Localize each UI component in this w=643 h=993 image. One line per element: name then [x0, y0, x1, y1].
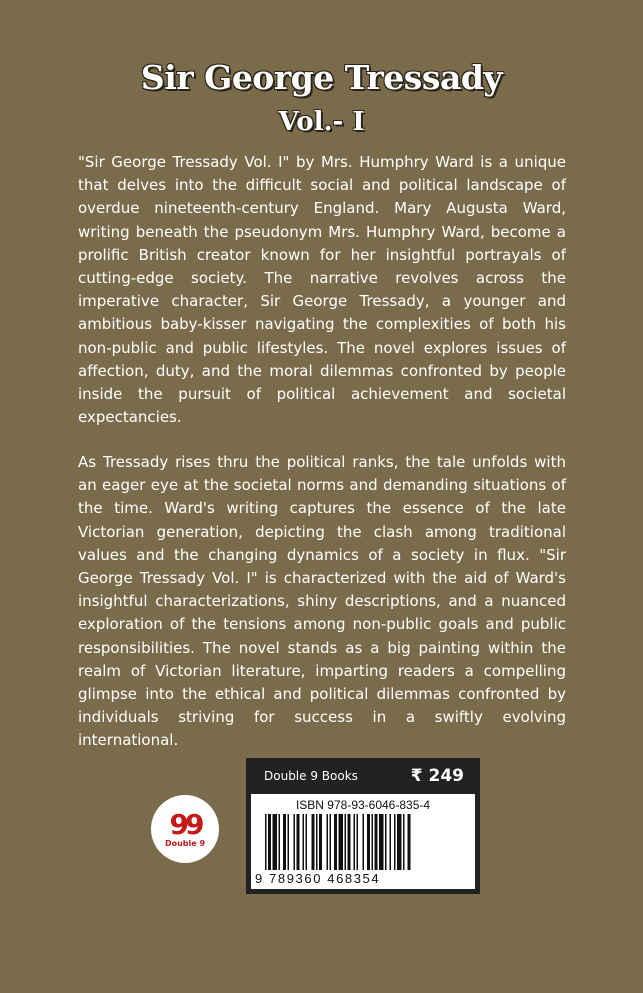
- barcode-bar: [288, 814, 290, 870]
- description-paragraph-2: As Tressady rises thru the political ranks, the tale unfolds with an eager eye at the societal norms and demanding situations of the time. Ward's writing captures the essence of the late Victorian generation, depicting the clash among traditional values and the changing dynamics of a society in flux. "Sir George Tressady Vol. I" is characterized with the aid of Ward's insightful characterizations, shiny descriptions, and a nuanced exploration of the tensions among non-public goals and public responsibilities. The novel stands as a big painting within the realm of Victorian literature, imparting readers a compelling glimpse into the ethical and political dilemmas confronted by individuals striving for success in a swiftly evolving international.: [78, 453, 566, 750]
- barcode-bar: [327, 814, 329, 870]
- barcode-bars: [265, 814, 461, 872]
- barcode-bar: [348, 814, 351, 870]
- barcode-bar: [363, 814, 365, 870]
- publisher-name: Double 9 Books: [264, 769, 358, 783]
- barcode-bar: [283, 814, 286, 870]
- barcode-bar: [367, 814, 370, 870]
- barcode-bar: [273, 814, 278, 870]
- barcode-bar: [390, 814, 392, 870]
- barcode-panel: [246, 758, 480, 894]
- barcode-bar: [268, 814, 271, 870]
- logo-text: Double 9: [164, 838, 206, 848]
- isbn-label: ISBN 978-93-6046-835-4: [295, 798, 431, 812]
- barcode-bar: [397, 814, 402, 870]
- barcode-bar: [345, 814, 347, 870]
- volume-subtitle: Vol.- I: [278, 107, 365, 137]
- description-paragraph-1: "Sir George Tressady Vol. I" by Mrs. Humphry Ward is a unique that delves into the difficult social and political landscape of overdue nineteenth-century England. Mary Augusta Ward, writing beneath the pseudonym Mrs. Humphry Ward, become a prolific British creator known for her insightful portrayals of cutting-edge society. The narrative revolves across the imperative character, Sir George Tressady, a younger and ambitious baby-kisser navigating the complexities of both his non-public and public lifestyles. The novel explores issues of affection, duty, and the moral dilemmas confronted by people inside the pursuit of political achievement and societal expectancies.: [78, 153, 566, 427]
- logo-mark: 99: [169, 807, 201, 841]
- barcode-bar: [303, 814, 305, 870]
- barcode-bar: [357, 814, 359, 870]
- barcode-header: [246, 758, 480, 794]
- barcode-bar: [334, 814, 337, 870]
- price-label: ₹ 249: [410, 766, 464, 786]
- isbn-digits: 9 789360 468354: [255, 871, 381, 886]
- barcode-bar: [330, 814, 332, 870]
- barcode-bar: [408, 814, 411, 870]
- barcode-bar: [379, 814, 384, 870]
- barcode-bar: [339, 814, 344, 870]
- publisher-logo: [151, 795, 219, 863]
- barcode-bar: [375, 814, 378, 870]
- barcode-bar: [354, 814, 356, 870]
- barcode-bar: [279, 814, 281, 870]
- barcode-bar: [394, 814, 396, 870]
- barcode-bar: [372, 814, 374, 870]
- barcode-bar: [265, 814, 267, 870]
- barcode-bar: [403, 814, 405, 870]
- barcode-bar: [385, 814, 387, 870]
- barcode-bar: [316, 814, 318, 870]
- barcode-area: [251, 794, 475, 889]
- book-title: Sir George Tressady: [140, 58, 503, 97]
- barcode-bar: [312, 814, 315, 870]
- barcode-bar: [297, 814, 300, 870]
- barcode-bar: [319, 814, 322, 870]
- barcode-bar: [294, 814, 296, 870]
- barcode-bar: [306, 814, 308, 870]
